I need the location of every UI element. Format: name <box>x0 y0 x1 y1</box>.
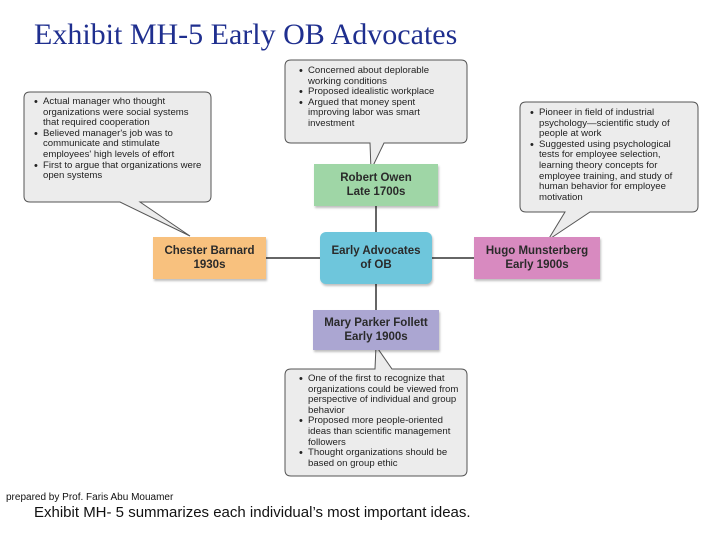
follett-point-1: • One of the first to recognize that organizations could be viewed from perspective of individual and group behavior <box>308 374 460 416</box>
barnard-point-1: • Actual manager who thought organizations were social systems that required cooperation <box>43 97 205 129</box>
bubble-owen <box>298 66 458 130</box>
node-robert-owen <box>314 164 438 206</box>
munsterberg-point-1: • Pioneer in field of industrial psychology—scientific study of people at work <box>539 108 693 140</box>
barnard-point-2: • Believed manager's job was to communicate and stimulate employees' high levels of effort <box>43 129 205 161</box>
follett-era: Early 1900s <box>344 331 408 343</box>
owen-point-1: • Concerned about deplorable working conditions <box>308 66 458 87</box>
node-hugo-munsterberg <box>474 237 600 279</box>
center-line1: Early Advocates <box>331 245 421 257</box>
node-chester-barnard <box>153 237 266 279</box>
node-mary-parker-follett <box>313 310 439 350</box>
munsterberg-point-2: • Suggested using psychological tests for employee selection, learning theory concepts for employee training, and study of human behavior for employee motivation <box>539 140 693 204</box>
owen-era: Late 1700s <box>346 186 406 198</box>
center-line2: of OB <box>360 259 392 271</box>
follett-point-2: • Proposed more people-oriented ideas than scientific management followers <box>308 416 460 448</box>
caption-text: Exhibit MH- 5 summarizes each individual’s most important ideas. <box>34 504 471 521</box>
bubble-munsterberg <box>529 108 693 203</box>
owen-point-2: • Proposed idealistic workplace <box>308 87 458 98</box>
page-title: Exhibit MH-5 Early OB Advocates <box>34 18 458 51</box>
follett-name: Mary Parker Follett <box>324 317 428 329</box>
barnard-name: Chester Barnard <box>164 245 255 257</box>
bubble-barnard <box>33 97 205 182</box>
munsterberg-name: Hugo Munsterberg <box>485 245 589 257</box>
owen-point-3: • Argued that money spent improving labor was smart investment <box>308 98 458 130</box>
follett-point-3: • Thought organizations should be based on group ethic <box>308 448 460 469</box>
bubble-follett <box>298 374 460 469</box>
barnard-era: 1930s <box>193 259 226 271</box>
node-early-advocates <box>320 232 432 284</box>
barnard-point-3: • First to argue that organizations were open systems <box>43 161 205 182</box>
munsterberg-era: Early 1900s <box>505 259 569 271</box>
credit-text: prepared by Prof. Faris Abu Mouamer <box>6 492 174 503</box>
owen-name: Robert Owen <box>340 172 412 184</box>
